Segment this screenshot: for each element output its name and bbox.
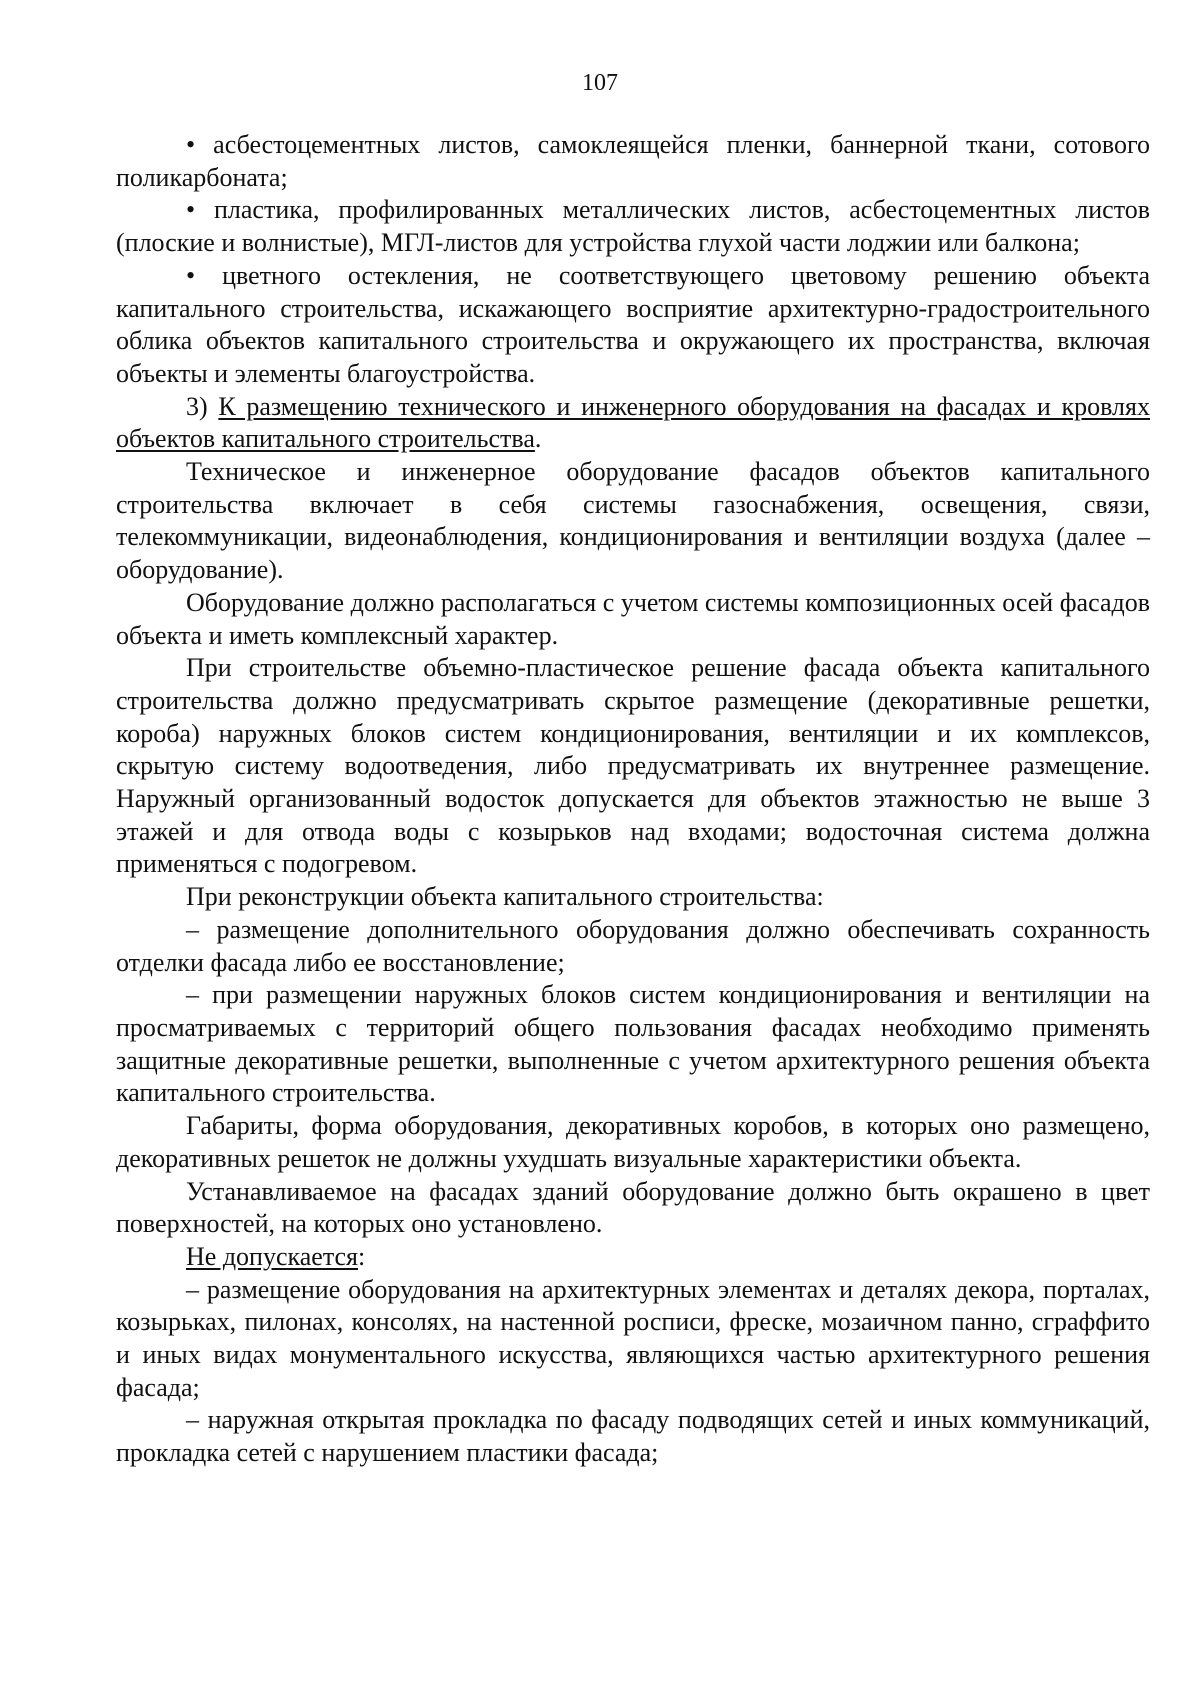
- section-heading-text: К размещению технического и инженерного оборудования на фасадах и кровлях объектов капитального строительства: [116, 391, 1150, 454]
- document-body: [116, 129, 1150, 1470]
- paragraph-construction: При строительстве объемно-пластическое решение фасада объекта капитального строительства должно предусматривать скрытое размещение (декоративные решетки, короба) наружных блоков систем кондиционирования, вентиляции и их комплексов, скрытую систему водоотведения, либо предусматривать их внутреннее размещение. Наружный организованный водосток допускается для объектов этажностью не выше 3 этажей и для отвода воды с козырьков над входами; водосточная система должна применяться с подогревом.: [116, 653, 1150, 879]
- paragraph-bullet-plastic: • пластика, профилированных металлических листов, асбестоцементных листов (плоские и волнистые), МГЛ-листов для устройства глухой части лоджии или балкона;: [116, 195, 1150, 258]
- paragraph-bullet-glazing: • цветного остекления, не соответствующего цветовому решению объекта капитального строительства, искажающего восприятие архитектурно-градостроительного облика объектов капитального строительства и окружающего их пространства, включая объекты и элементы благоустройства.: [116, 260, 1150, 388]
- paragraph-dimensions: Габариты, форма оборудования, декоративных коробов, в которых оно размещено, декоративных решеток не должны ухудшать визуальные характеристики объекта.: [116, 1111, 1150, 1173]
- paragraph-dash-architectural-elements: – размещение оборудования на архитектурных элементах и деталях декора, порталах, козырьках, пилонах, консолях, на настенной росписи, фреске, мозаичном панно, сграффито и иных видах монументального искусства, являющихся частью архитектурного решения фасада;: [116, 1274, 1150, 1402]
- section-heading-punct: .: [534, 424, 542, 454]
- paragraph-dash-additional-equipment: – размещение дополнительного оборудования должно обеспечивать сохранность отделки фасада либо ее восстановление;: [116, 914, 1150, 977]
- paragraph-equipment-definition: Техническое и инженерное оборудование фасадов объектов капитального строительства включает в себя системы газоснабжения, освещения, связи, телекоммуникации, видеонаблюдения, кондиционирования и вентиляции воздуха (далее – оборудование).: [116, 457, 1150, 585]
- paragraph-reconstruction: При реконструкции объекта капитального строительства:: [186, 882, 824, 912]
- paragraph-dash-outdoor-units: – при размещении наружных блоков систем кондиционирования и вентиляции на просматриваемых с территорий общего пользования фасадах необходимо применять защитные декоративные решетки, выполненные с учетом архитектурного решения объекта капитального строительства.: [116, 980, 1150, 1108]
- paragraph-bullet-asbestos: • асбестоцементных листов, самоклеящейся пленки, баннерной ткани, сотового поликарбоната;: [116, 130, 1150, 192]
- paragraph-dash-open-routing: – наружная открытая прокладка по фасаду подводящих сетей и иных коммуникаций, прокладка сетей с нарушением пластики фасада;: [116, 1405, 1150, 1468]
- page-number: 107: [582, 70, 618, 96]
- heading-not-allowed-punct: :: [358, 1241, 366, 1271]
- heading-not-allowed: [116, 1241, 1150, 1274]
- heading-not-allowed-text: Не допускается: [186, 1241, 358, 1271]
- paragraph-painting: Устанавливаемое на фасадах зданий оборудование должно быть окрашено в цвет поверхностей, на которых оно установлено.: [116, 1176, 1150, 1239]
- section-number: 3): [186, 391, 219, 421]
- paragraph-composition-axes: Оборудование должно располагаться с учетом системы композиционных осей фасадов объекта и иметь комплексный характер.: [116, 587, 1150, 650]
- section-heading-equipment: [116, 391, 1150, 456]
